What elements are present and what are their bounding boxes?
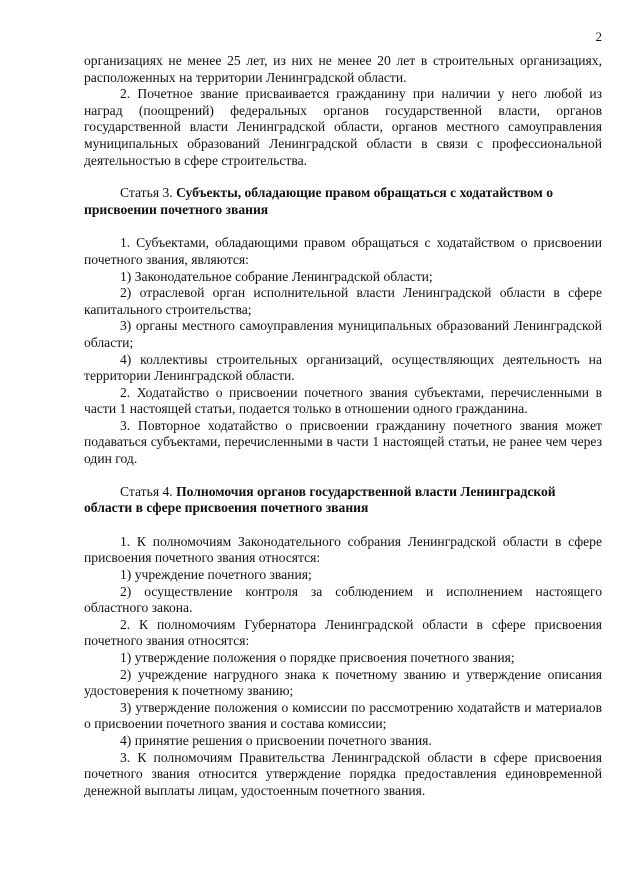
list-item: 2) учреждение нагрудного знака к почетному званию и утверждение описания удостоверения к почетному званию; [84, 666, 602, 699]
paragraph: 1. Субъектами, обладающими правом обращаться с ходатайством о присвоении почетного звания, являются: [84, 235, 602, 267]
list-item: 4) коллективы строительных организаций, осуществляющих деятельность на территории Ленинградской области. [84, 351, 602, 384]
article-heading [84, 484, 602, 517]
list-item: 1) учреждение почетного звания; [120, 567, 312, 583]
article-number: Статья 4. [120, 483, 177, 499]
list-item: 1) Законодательное собрание Ленинградской области; [120, 268, 433, 284]
list-item: 3) органы местного самоуправления муниципальных образований Ленинградской области; [84, 318, 602, 350]
list-item: 3) утверждение положения о комиссии по рассмотрению ходатайств и материалов о присвоении почетного звания и состава комиссии; [84, 699, 602, 732]
article-title: Полномочия органов государственной власти Ленинградской области в сфере присвоения почетного звания [84, 483, 556, 516]
article-number: Статья 3. [120, 185, 177, 201]
paragraph: 2. Ходатайство о присвоении почетного звания субъектами, перечисленными в части 1 настоящей статьи, подается только в отношении одного гражданина. [84, 384, 602, 417]
page-number: 2 [595, 29, 602, 44]
paragraph: 3. Повторное ходатайство о присвоении гражданину почетного звания может подаваться субъектами, перечисленными в части 1 настоящей статьи, не ранее чем через один год. [84, 417, 602, 467]
document-body [84, 53, 602, 799]
list-item: 2) отраслевой орган исполнительной власти Ленинградской области в сфере капитального строительства; [84, 285, 602, 317]
list-item: 2) осуществление контроля за соблюдением и исполнением настоящего областного закона. [84, 583, 602, 616]
paragraph: 2. Почетное звание присваивается гражданину при наличии у него любой из наград (поощрений) федеральных органов государственной власти, органов государственной власти Ленинградской области, органов местного самоуправления муниципальных образований Ленинградской области в связи с профессиональной деятельностью в сфере строительства. [84, 86, 602, 168]
paragraph: 2. К полномочиям Губернатора Ленинградской области в сфере присвоения почетного звания относятся: [84, 616, 602, 649]
list-item: 4) принятие решения о присвоении почетного звания. [120, 732, 432, 748]
paragraph: 1. К полномочиям Законодательного собрания Ленинградской области в сфере присвоения почетного звания относятся: [84, 533, 602, 566]
paragraph: 3. К полномочиям Правительства Ленинградской области в сфере присвоения почетного звания относится утверждение порядка предоставления единовременной денежной выплаты лицам, удостоенным почетного звания. [84, 749, 602, 798]
list-item: 1) утверждение положения о порядке присвоения почетного звания; [120, 650, 515, 665]
article-title: Субъекты, обладающие правом обращаться с ходатайством о присвоении почетного звания [84, 185, 553, 217]
paragraph: организациях не менее 25 лет, из них не менее 20 лет в строительных организациях, расположенных на территории Ленинградской области. [84, 53, 602, 85]
article-heading [84, 185, 602, 218]
